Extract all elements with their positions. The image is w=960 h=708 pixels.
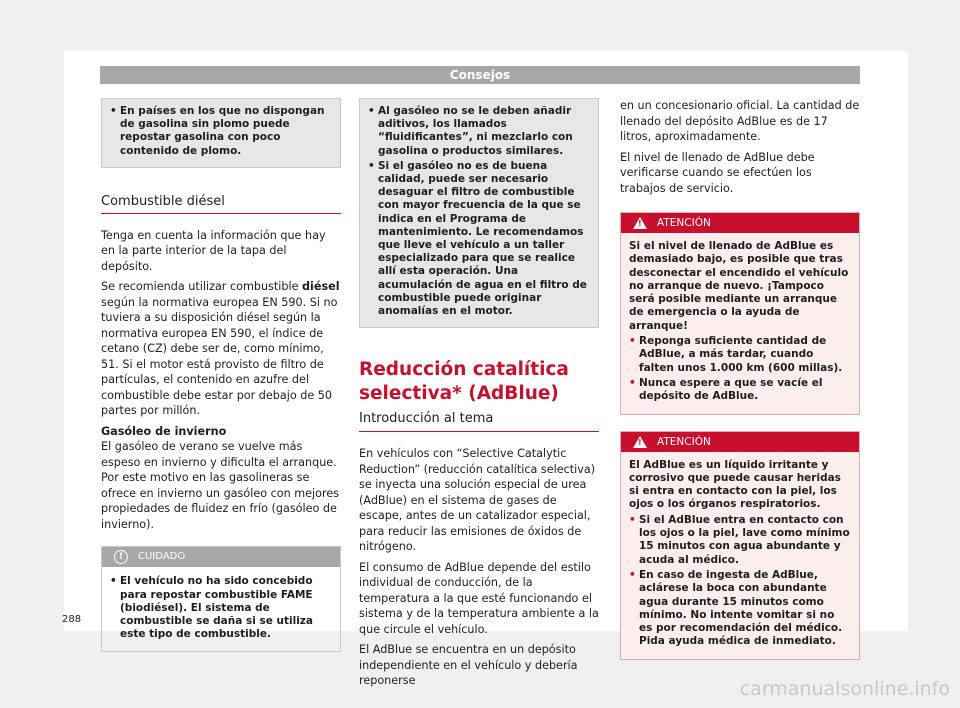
warning-item: • Si el AdBlue entra en contacto con los ojos o la piel, lave como mínimo 15 minutos con agua abundante y acuda al médico. — [629, 513, 850, 566]
warning-body — [621, 452, 859, 659]
warning-header: ! ATENCIÓN — [621, 432, 859, 452]
note-item: • Al gasóleo no se le deben añadir aditivos, los llamados “fluidificantes”, ni mezclarlo con gasolina o productos similares. — [368, 105, 573, 157]
bullet-icon: • — [368, 105, 375, 117]
paragraph: Se recomienda utilizar combustible diésel según la normativa europea EN 590. Si no tuviera a su disposición diésel según la normativa europea EN 590, el índice de cetano (CZ) debe ser de, como mínimo, 51. Si el motor está provisto de filtro de partículas, el contenido en azufre del combustible debe estar por debajo de 50 partes por millón. — [101, 280, 340, 418]
paragraph: El AdBlue se encuentra en un depósito independiente en el vehículo y debería reponerse — [359, 643, 578, 688]
info-icon: ! — [114, 550, 128, 564]
paragraph: El nivel de llenado de AdBlue debe verificarse cuando se efectúen los trabajos de servicio. — [620, 150, 815, 195]
column-left — [101, 98, 341, 652]
caution-box — [101, 546, 341, 652]
bullet-icon: • — [110, 575, 117, 588]
caution-body — [102, 567, 340, 651]
caution-item: • El vehículo no ha sido concebido para repostar combustible FAME (biodiésel). El sistema de combustible se daña si se utiliza este tipo de combustible. — [110, 575, 313, 641]
caution-header: ! CUIDADO — [102, 547, 340, 567]
paragraph: En vehículos con “Selective Catalytic Reduction” (reducción catalítica selectiva) se inyecta una solución especial de urea (AdBlue) en el sistema de gases de escape, antes de un catalizador especial, para reducir las emisiones de óxidos de nitrógeno. — [359, 447, 596, 554]
paragraph: El gasóleo de verano se vuelve más espeso en invierno y dificulta el arranque. Por este motivo en las gasolineras se ofrece en invierno un gasóleo con mejores propiedades de fluidez en frío (gasóleo de invierno). — [101, 440, 340, 531]
body-text — [620, 98, 860, 196]
warning-item: • En caso de ingesta de AdBlue, aclárese la boca con abundante agua durante 15 minutos como mínimo. No intente vomitar si no es por recomendación del médico. Pida ayuda médica de inmediato. — [629, 568, 843, 648]
paragraph: en un concesionario oficial. La cantidad de llenado del depósito AdBlue es de 17 litros, aproximadamente. — [620, 99, 860, 143]
paragraph: Tenga en cuenta la información que hay en la parte interior de la tapa del depósito. — [101, 228, 326, 273]
bullet-icon: • — [629, 513, 636, 526]
paragraph: El consumo de AdBlue depende del estilo individual de conducción, de la temperatura a la que esté funcionando el sistema y de la temperatura ambiente a la que circule el vehículo. — [359, 560, 599, 636]
body-text — [359, 446, 599, 689]
bullet-icon: • — [629, 335, 636, 348]
sub-heading: Gasóleo de invierno — [101, 424, 227, 438]
note-item: • Si el gasóleo no es de buena calidad, puede ser necesario desaguar el filtro de combustible con mayor frecuencia de la que se indica en el Programa de mantenimiento. Le recomendamos que lleve el vehículo a un taller especializado para que se realice allí esta operación. Una acumulación de agua en el filtro de combustible puede originar anomalías en el motor. — [368, 159, 587, 318]
section-title: Introducción al tema — [359, 411, 599, 432]
page-number: 288 — [62, 614, 82, 625]
warning-box — [620, 431, 860, 660]
chapter-header: Consejos — [100, 66, 860, 84]
section-title: Combustible diésel — [101, 194, 341, 214]
warning-box — [620, 212, 860, 415]
warning-triangle-icon: ! — [633, 436, 647, 448]
chapter-title: Reducción catalítica selectiva* (AdBlue) — [359, 359, 569, 405]
warning-item: • Nunca espere a que se vacíe el depósito de AdBlue. — [629, 376, 823, 403]
warning-intro: Si el nivel de llenado de AdBlue es demasiado bajo, es posible que tras desconectar el encendido el vehículo no arranque de nuevo. ¡Tampoco será posible mediante un arranque de emergencia o la ayuda de arranque! — [629, 240, 849, 332]
watermark: carmanualsonline.info — [739, 678, 950, 700]
note-box — [101, 98, 341, 168]
bullet-icon: • — [629, 568, 636, 581]
warning-triangle-icon: ! — [633, 217, 647, 229]
warning-item: • Reponga suficiente cantidad de AdBlue, a más tardar, cuando falten unos 1.000 km (600 millas). — [629, 335, 843, 374]
warning-intro: El AdBlue es un líquido irritante y corrosivo que puede causar heridas si entra en contacto con la piel, los ojos o los órganos respiratorios. — [629, 458, 841, 511]
bullet-icon: • — [110, 105, 117, 117]
column-middle — [359, 98, 599, 694]
column-right — [620, 98, 860, 660]
bullet-icon: • — [368, 159, 375, 172]
note-item: • En países en los que no dispongan de gasolina sin plomo puede repostar gasolina con poco contenido de plomo. — [110, 105, 325, 157]
warning-body — [621, 233, 859, 414]
bullet-icon: • — [629, 376, 636, 389]
note-box — [359, 98, 599, 328]
body-text — [101, 228, 341, 533]
warning-header: ! ATENCIÓN — [621, 213, 859, 233]
